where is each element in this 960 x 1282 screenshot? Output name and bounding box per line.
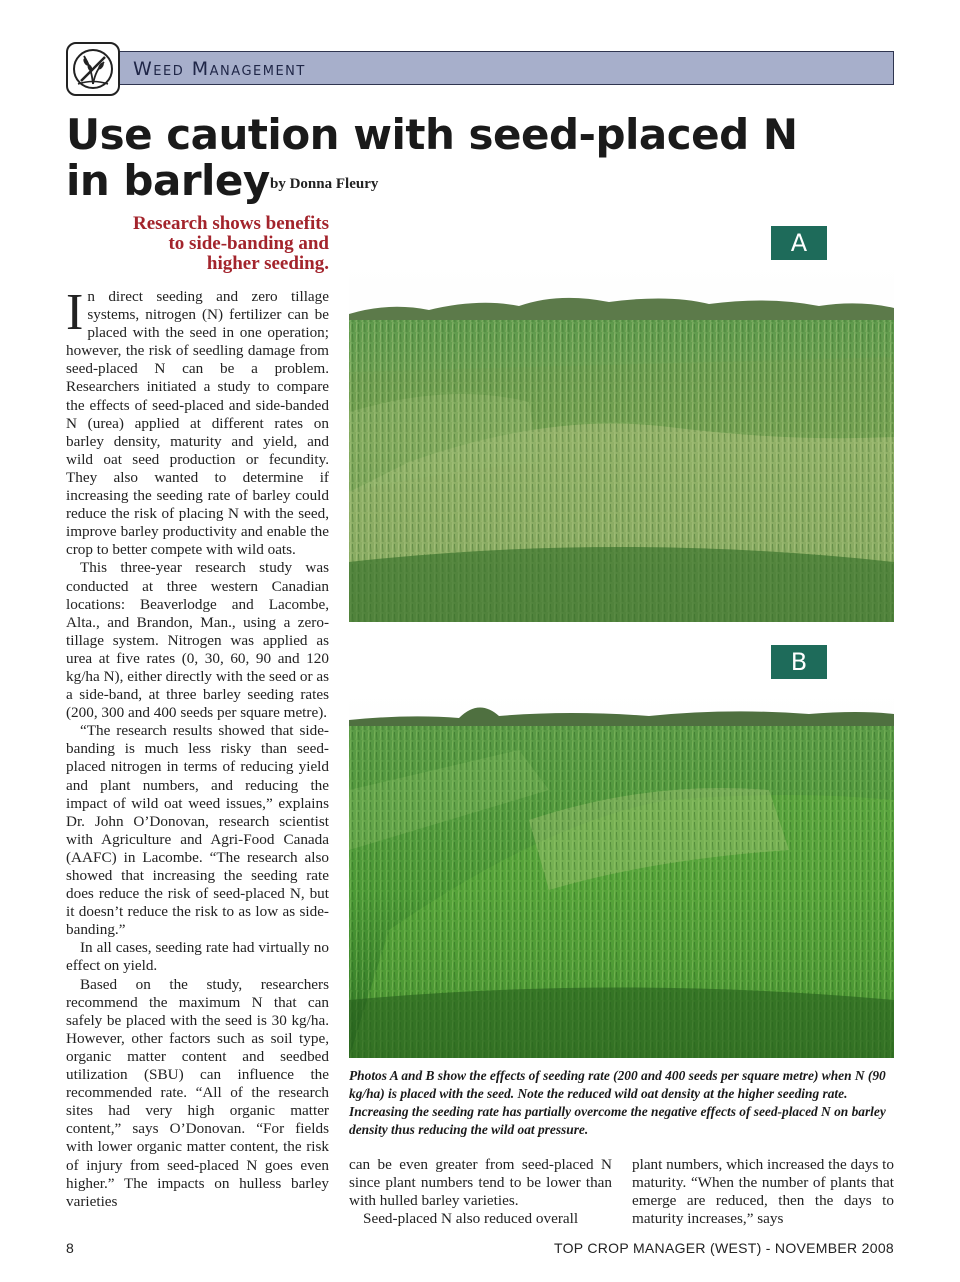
paragraph-1: In direct seeding and zero tillage systems, nitrogen (N) fertilizer can be placed with the seed in one operation; however, the risk of seedling damage from seed-placed N can be a problem. Researchers initiated a study to compare the effects of seed-placed and side-banded N (urea) applied at different rates on barley density, maturity and yield, and wild oat seed production or fecundity. They also wanted to determine if increasing the seeding rate of barley could reduce the risk of placing N with the seed, improve barley productivity and enable the crop to better compete with wild oats. (66, 284, 329, 559)
barley-field-photo-b (349, 690, 894, 1058)
headline-line-2: in barley (66, 156, 270, 205)
drop-cap: I (66, 284, 84, 341)
article-deck (66, 214, 329, 274)
headline-line-1: Use caution with seed-placed N (66, 110, 798, 159)
paragraph-6: can be even greater from seed-placed N since plant numbers tend to be lower than with hulled barley varieties. (349, 1156, 612, 1210)
page-number: 8 (66, 1240, 74, 1256)
photo-caption: Photos A and B show the effects of seeding rate (200 and 400 seeds per square metre) when N (90 kg/ha) is placed with the seed. Note the reduced wild oat density at the higher seeding rate. Increasing the seeding rate has partially overcome the negative effects of seed-placed N on barley density thus reducing the wild oat pressure. (349, 1068, 886, 1137)
wheat-sprout-icon (68, 44, 118, 94)
deck-line-1: Research shows benefits (133, 213, 329, 234)
section-logo (66, 42, 120, 96)
byline: by Donna Fleury (270, 176, 379, 192)
paragraph-7: Seed-placed N also reduced overall (363, 1210, 579, 1228)
article-headline (66, 112, 886, 204)
body-column-left (66, 284, 329, 1211)
paragraph-8: plant numbers, which increased the days to maturity. “When the number of plants that emerge are reduced, then the days to maturity increases,” says (632, 1156, 894, 1228)
barley-field-photo-a (349, 262, 894, 622)
paragraph-4: In all cases, seeding rate had virtually no effect on yield. (66, 939, 329, 975)
paragraph-3: “The research results showed that side-banding is much less risky than seed-placed nitrogen in terms of reducing yield and plant numbers, and reducing the impact of wild oat weed issues,” explains Dr. John O’Donovan, research scientist with Agriculture and Agri-Food Canada (AAFC) in Lacombe. “The research also showed that increasing the seeding rate does reduce the risk of seed-placed N, but it doesn’t reduce the risk to as low as side-banding.” (66, 722, 329, 939)
photo-a (349, 262, 894, 622)
publication-footer: TOP CROP MANAGER (WEST) - NOVEMBER 2008 (554, 1240, 894, 1256)
photo-label-b: B (771, 645, 827, 679)
paragraph-2: This three-year research study was conducted at three western Canadian locations: Beaverlodge and Lacombe, Alta., and Brandon, Man., using a zero-tillage system. Nitrogen was applied as urea at five rates (0, 30, 60, 90 and 120 kg/ha N), either directly with the seed or as a side-band, at three barley seeding rates (200, 300 and 400 seeds per square metre). (66, 559, 329, 722)
deck-line-3: higher seeding. (206, 253, 329, 274)
photo-b (349, 690, 894, 1058)
body-column-right (632, 1156, 894, 1228)
section-title: Weed Management (133, 58, 306, 80)
section-banner (118, 51, 894, 85)
photo-label-a: A (771, 226, 827, 260)
body-column-middle (349, 1156, 612, 1228)
paragraph-5: Based on the study, researchers recommend the maximum N that can safely be placed with the seed is 30 kg/ha. However, other factors such as soil type, organic matter content and seedbed utilization (SBU) can influence the recommended rate. “All of the research sites had very high organic matter content,” says O’Donovan. “For fields with lower organic matter content, the risk of injury from seed-placed N goes even higher.” The impacts on hulless barley varieties (66, 975, 329, 1210)
deck-line-2: to side-banding and (168, 233, 329, 254)
